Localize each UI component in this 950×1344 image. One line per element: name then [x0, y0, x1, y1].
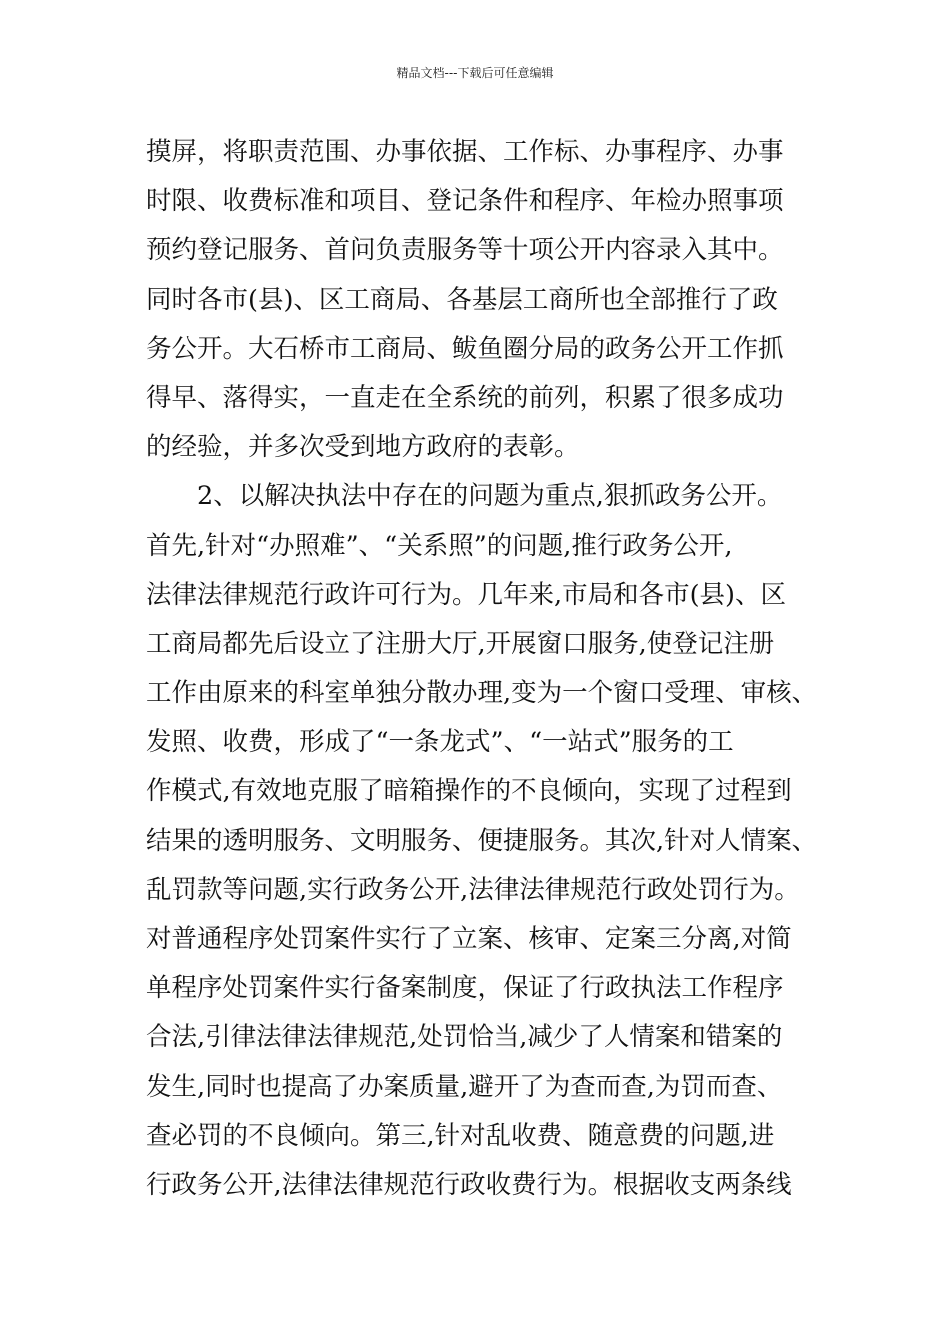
text-line: 对普通程序处罚案件实行了立案、核审、定案三分离,对简 [146, 924, 792, 954]
text-line: 首先,针对“办照难”、“关系照”的问题,推行政务公开, [146, 530, 733, 561]
text-line: 乱罚款等问题,实行政务公开,法律法律规范行政处罚行为。 [146, 874, 800, 905]
text-line: 2、以解决执法中存在的问题为重点,狠抓政务公开。 [146, 481, 783, 512]
text-line: 得早、落得实，一直走在全系统的前列，积累了很多成功 [146, 382, 784, 413]
document-body [146, 128, 836, 1210]
text-line: 发照、收费，形成了“一条龙式”、“一站式”服务的工 [146, 727, 734, 758]
text-line: 预约登记服务、首问负责服务等十项公开内容录入其中。 [146, 235, 784, 266]
text-line: 务公开。大石桥市工商局、鲅鱼圈分局的政务公开工作抓 [146, 333, 784, 364]
text-line: 时限、收费标准和项目、登记条件和程序、年检办照事项 [146, 186, 784, 217]
text-line: 单程序处罚案件实行备案制度，保证了行政执法工作程序 [146, 973, 784, 1004]
page-header: 精品文档---下载后可任意编辑 [396, 66, 554, 80]
text-line: 行政务公开,法律法律规范行政收费行为。根据收支两条线 [146, 1169, 792, 1200]
text-line: 发生,同时也提高了办案质量,避开了为查而查,为罚而查、 [146, 1071, 783, 1102]
text-line: 结果的透明服务、文明服务、便捷服务。其次,针对人情案、 [146, 825, 818, 856]
text-line: 摸屏，将职责范围、办事依据、工作标、办事程序、办事 [146, 137, 784, 167]
text-line: 合法,引律法律法律规范,处罚恰当,减少了人情案和错案的 [146, 1022, 783, 1053]
text-line: 的经验，并多次受到地方政府的表彰。 [146, 432, 580, 463]
text-line: 查必罚的不良倾向。第三,针对乱收费、随意费的问题,进 [146, 1120, 775, 1151]
text-line: 工作由原来的科室单独分散办理,变为一个窗口受理、审核、 [146, 678, 818, 709]
text-line: 作模式,有效地克服了暗箱操作的不良倾向，实现了过程到 [146, 776, 792, 807]
text-line: 同时各市(县)、区工商局、各基层工商所也全部推行了政 [146, 284, 778, 315]
text-line: 工商局都先后设立了注册大厅,开展窗口服务,使登记注册 [146, 628, 775, 659]
text-line: 法律法律规范行政许可行为。几年来,市局和各市(县)、区 [146, 579, 787, 610]
